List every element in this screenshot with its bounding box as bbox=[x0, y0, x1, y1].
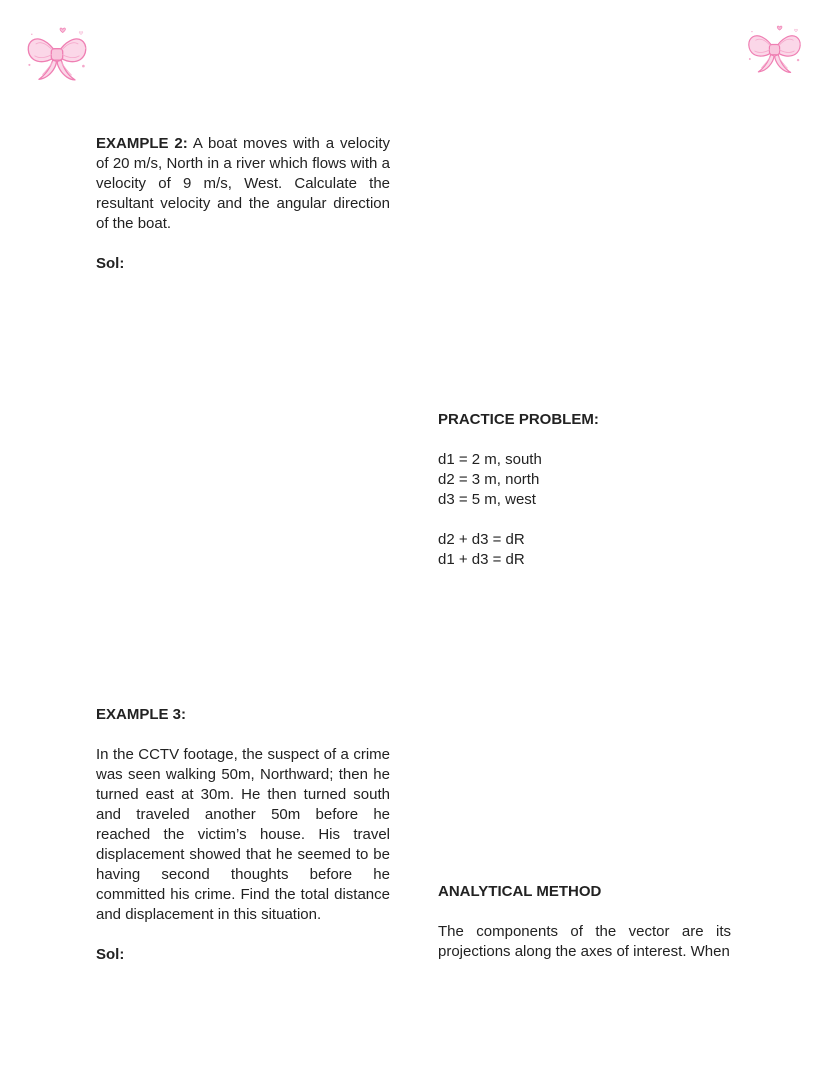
pink-bow-icon bbox=[745, 24, 804, 79]
analytical-method-heading: ANALYTICAL METHOD bbox=[438, 883, 602, 900]
practice-problem-heading: PRACTICE PROBLEM: bbox=[438, 411, 599, 428]
example3-sol-label: Sol: bbox=[96, 946, 125, 963]
example3-heading: EXAMPLE 3: bbox=[96, 706, 187, 723]
given-line: d3 = 5 m, west bbox=[438, 491, 536, 508]
practice-problem-equations bbox=[438, 530, 731, 570]
example2-paragraph bbox=[96, 134, 390, 234]
equation-line: d2 + d3 = dR bbox=[438, 531, 525, 548]
analytical-method-paragraph: The components of the vector are its projections along the axes of interest. When bbox=[438, 923, 731, 960]
given-line: d2 = 3 m, north bbox=[438, 471, 540, 488]
example2-body: A boat moves with a velocity of 20 m/s, North in a river which flows with a velocity of 9 m/s, West. Calculate the resultant velocity and the angular direction of the boat. bbox=[96, 135, 391, 232]
given-line: d1 = 2 m, south bbox=[438, 451, 542, 468]
equation-line: d1 + d3 = dR bbox=[438, 551, 525, 568]
practice-problem-givens bbox=[438, 450, 731, 510]
example2-heading: EXAMPLE 2: bbox=[96, 135, 188, 152]
example3-paragraph: In the CCTV footage, the suspect of a crime was seen walking 50m, Northward; then he turned east at 30m. He then turned south and traveled another 50m before he reached the victim’s house. His travel displacement showed that he seemed to be having second thoughts before he committed his crime. Find the total distance and displacement in this situation. bbox=[96, 746, 390, 923]
pink-bow-icon bbox=[24, 26, 90, 87]
example2-sol-label: Sol: bbox=[96, 255, 125, 272]
